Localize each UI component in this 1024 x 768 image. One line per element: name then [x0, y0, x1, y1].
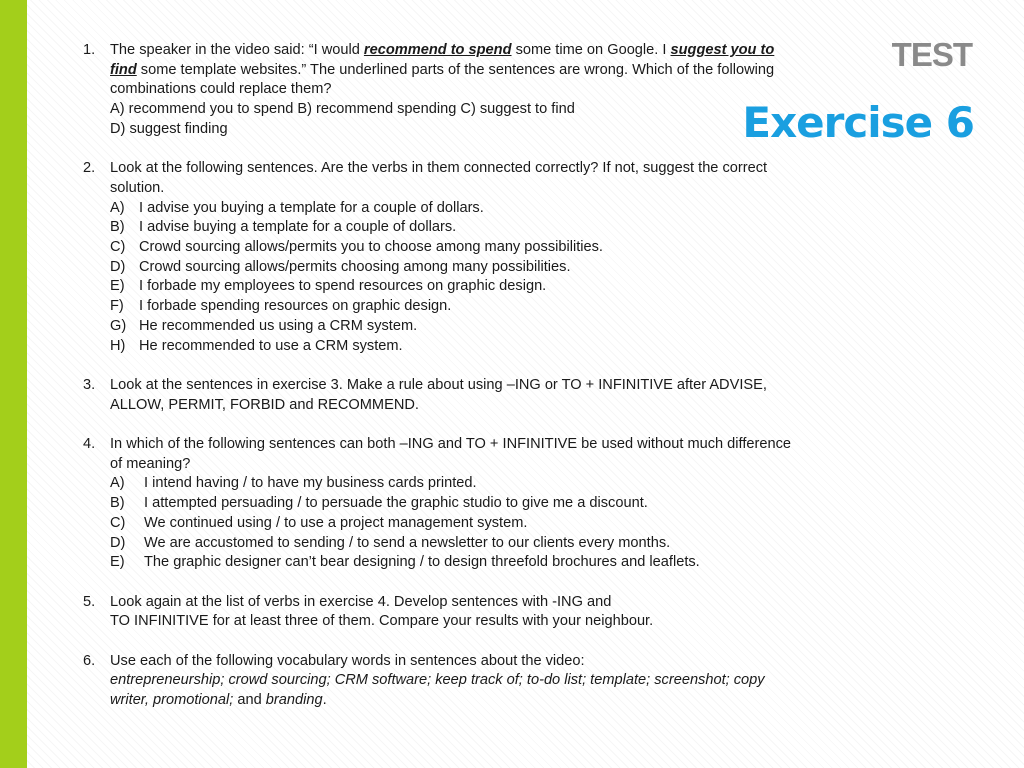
question-text-part: The speaker in the video said: “I would	[110, 42, 364, 58]
question-6	[83, 652, 803, 711]
underlined-phrase: suggest you to find	[110, 42, 775, 78]
option-item	[110, 238, 803, 258]
question-2	[83, 159, 803, 356]
option-text: We are accustomed to sending / to send a newsletter to our clients every months.	[144, 534, 671, 551]
question-number: 6.	[83, 652, 96, 669]
question-number: 2.	[83, 160, 96, 177]
option-text: I attempted persuading / to persuade the graphic studio to give me a discount.	[144, 495, 648, 512]
option-text: The graphic designer can’t bear designing / to design threefold brochures and leaflets.	[144, 554, 700, 571]
left-accent-bar	[0, 0, 27, 768]
option-label: E)	[110, 554, 125, 571]
question-number: 5.	[83, 593, 96, 610]
option-item	[110, 297, 803, 317]
option-label: E)	[110, 278, 125, 295]
question-text: In which of the following sentences can both –ING and TO + INFINITIVE be used without much difference of meaning?	[110, 436, 792, 472]
question-text	[110, 41, 803, 100]
option-label: B)	[110, 219, 125, 236]
option-label: D)	[110, 534, 126, 551]
option-text: I advise you buying a template for a couple of dollars.	[139, 199, 484, 216]
option-text: I intend having / to have my business cards printed.	[144, 475, 477, 492]
option-item	[110, 474, 803, 494]
answer-choices-line: A) recommend you to spend B) recommend spending C) suggest to find	[110, 101, 575, 118]
exercise-content	[83, 41, 803, 731]
option-text: He recommended to use a CRM system.	[139, 337, 403, 354]
option-text: He recommended us using a CRM system.	[139, 317, 418, 334]
exercise-title: Exercise 6	[742, 98, 974, 147]
question-body	[110, 435, 803, 573]
option-text: We continued using / to use a project management system.	[144, 514, 528, 531]
option-item	[110, 317, 803, 337]
option-item	[110, 534, 803, 554]
vocabulary-list	[110, 671, 803, 710]
option-label: C)	[110, 514, 126, 531]
test-label: TEST	[891, 36, 972, 73]
option-label: G)	[110, 317, 127, 334]
vocabulary-words: entrepreneurship; crowd sourcing; CRM software; keep track of; to-do list; template; screenshot; copy writer, promotional;	[110, 672, 765, 709]
underlined-phrase: recommend to spend	[363, 42, 512, 58]
question-number: 4.	[83, 436, 96, 453]
question-text: Use each of the following vocabulary words in sentences about the video:	[110, 652, 585, 669]
option-label: A)	[110, 199, 125, 216]
question-body	[110, 41, 803, 140]
option-item	[110, 258, 803, 278]
question-1	[83, 41, 803, 140]
option-text: Crowd sourcing allows/permits you to choose among many possibilities.	[139, 239, 603, 256]
vocabulary-last-word: branding	[265, 692, 323, 709]
option-label: B)	[110, 495, 125, 512]
question-text-part: some time on Google. I	[511, 42, 671, 58]
option-text: Crowd sourcing allows/permits choosing among many possibilities.	[139, 258, 571, 275]
option-label: D)	[110, 258, 126, 275]
question-number: 1.	[83, 42, 96, 58]
option-label: A)	[110, 475, 125, 492]
question-body	[110, 593, 803, 632]
question-5	[83, 593, 803, 632]
period: .	[322, 692, 327, 709]
option-label: C)	[110, 239, 126, 256]
question-body	[110, 159, 803, 356]
question-text-part: some template websites.” The underlined parts of the sentences are wrong. Which of the following combinations could replace them?	[110, 61, 775, 98]
option-text: I forbade spending resources on graphic design.	[139, 298, 452, 315]
option-text: I forbade my employees to spend resources on graphic design.	[139, 278, 547, 295]
question-text: Look at the following sentences. Are the verbs in them connected correctly? If not, suggest the correct solution.	[110, 160, 768, 196]
answer-choices-line: D) suggest finding	[110, 120, 228, 137]
question-text: Look at the sentences in exercise 3. Make a rule about using –ING or TO + INFINITIVE after ADVISE, ALLOW, PERMIT, FORBID and RECOMMEND.	[110, 376, 767, 413]
question-4	[83, 435, 803, 573]
option-item	[110, 199, 803, 219]
option-item	[110, 277, 803, 297]
option-label: F)	[110, 298, 124, 315]
option-text: I advise buying a template for a couple of dollars.	[139, 219, 457, 236]
question-body	[110, 376, 803, 415]
question-body	[110, 652, 803, 711]
option-item	[110, 494, 803, 514]
question-number: 3.	[83, 376, 96, 393]
conjunction: and	[233, 692, 266, 709]
question-3	[83, 376, 803, 415]
option-item	[110, 514, 803, 534]
option-label: H)	[110, 337, 126, 354]
option-item	[110, 218, 803, 238]
question-text-line: TO INFINITIVE for at least three of them. Compare your results with your neighbour.	[110, 613, 654, 630]
option-item	[110, 337, 803, 357]
option-item	[110, 553, 803, 573]
question-text-line: Look again at the list of verbs in exercise 4. Develop sentences with -ING and	[110, 593, 612, 610]
